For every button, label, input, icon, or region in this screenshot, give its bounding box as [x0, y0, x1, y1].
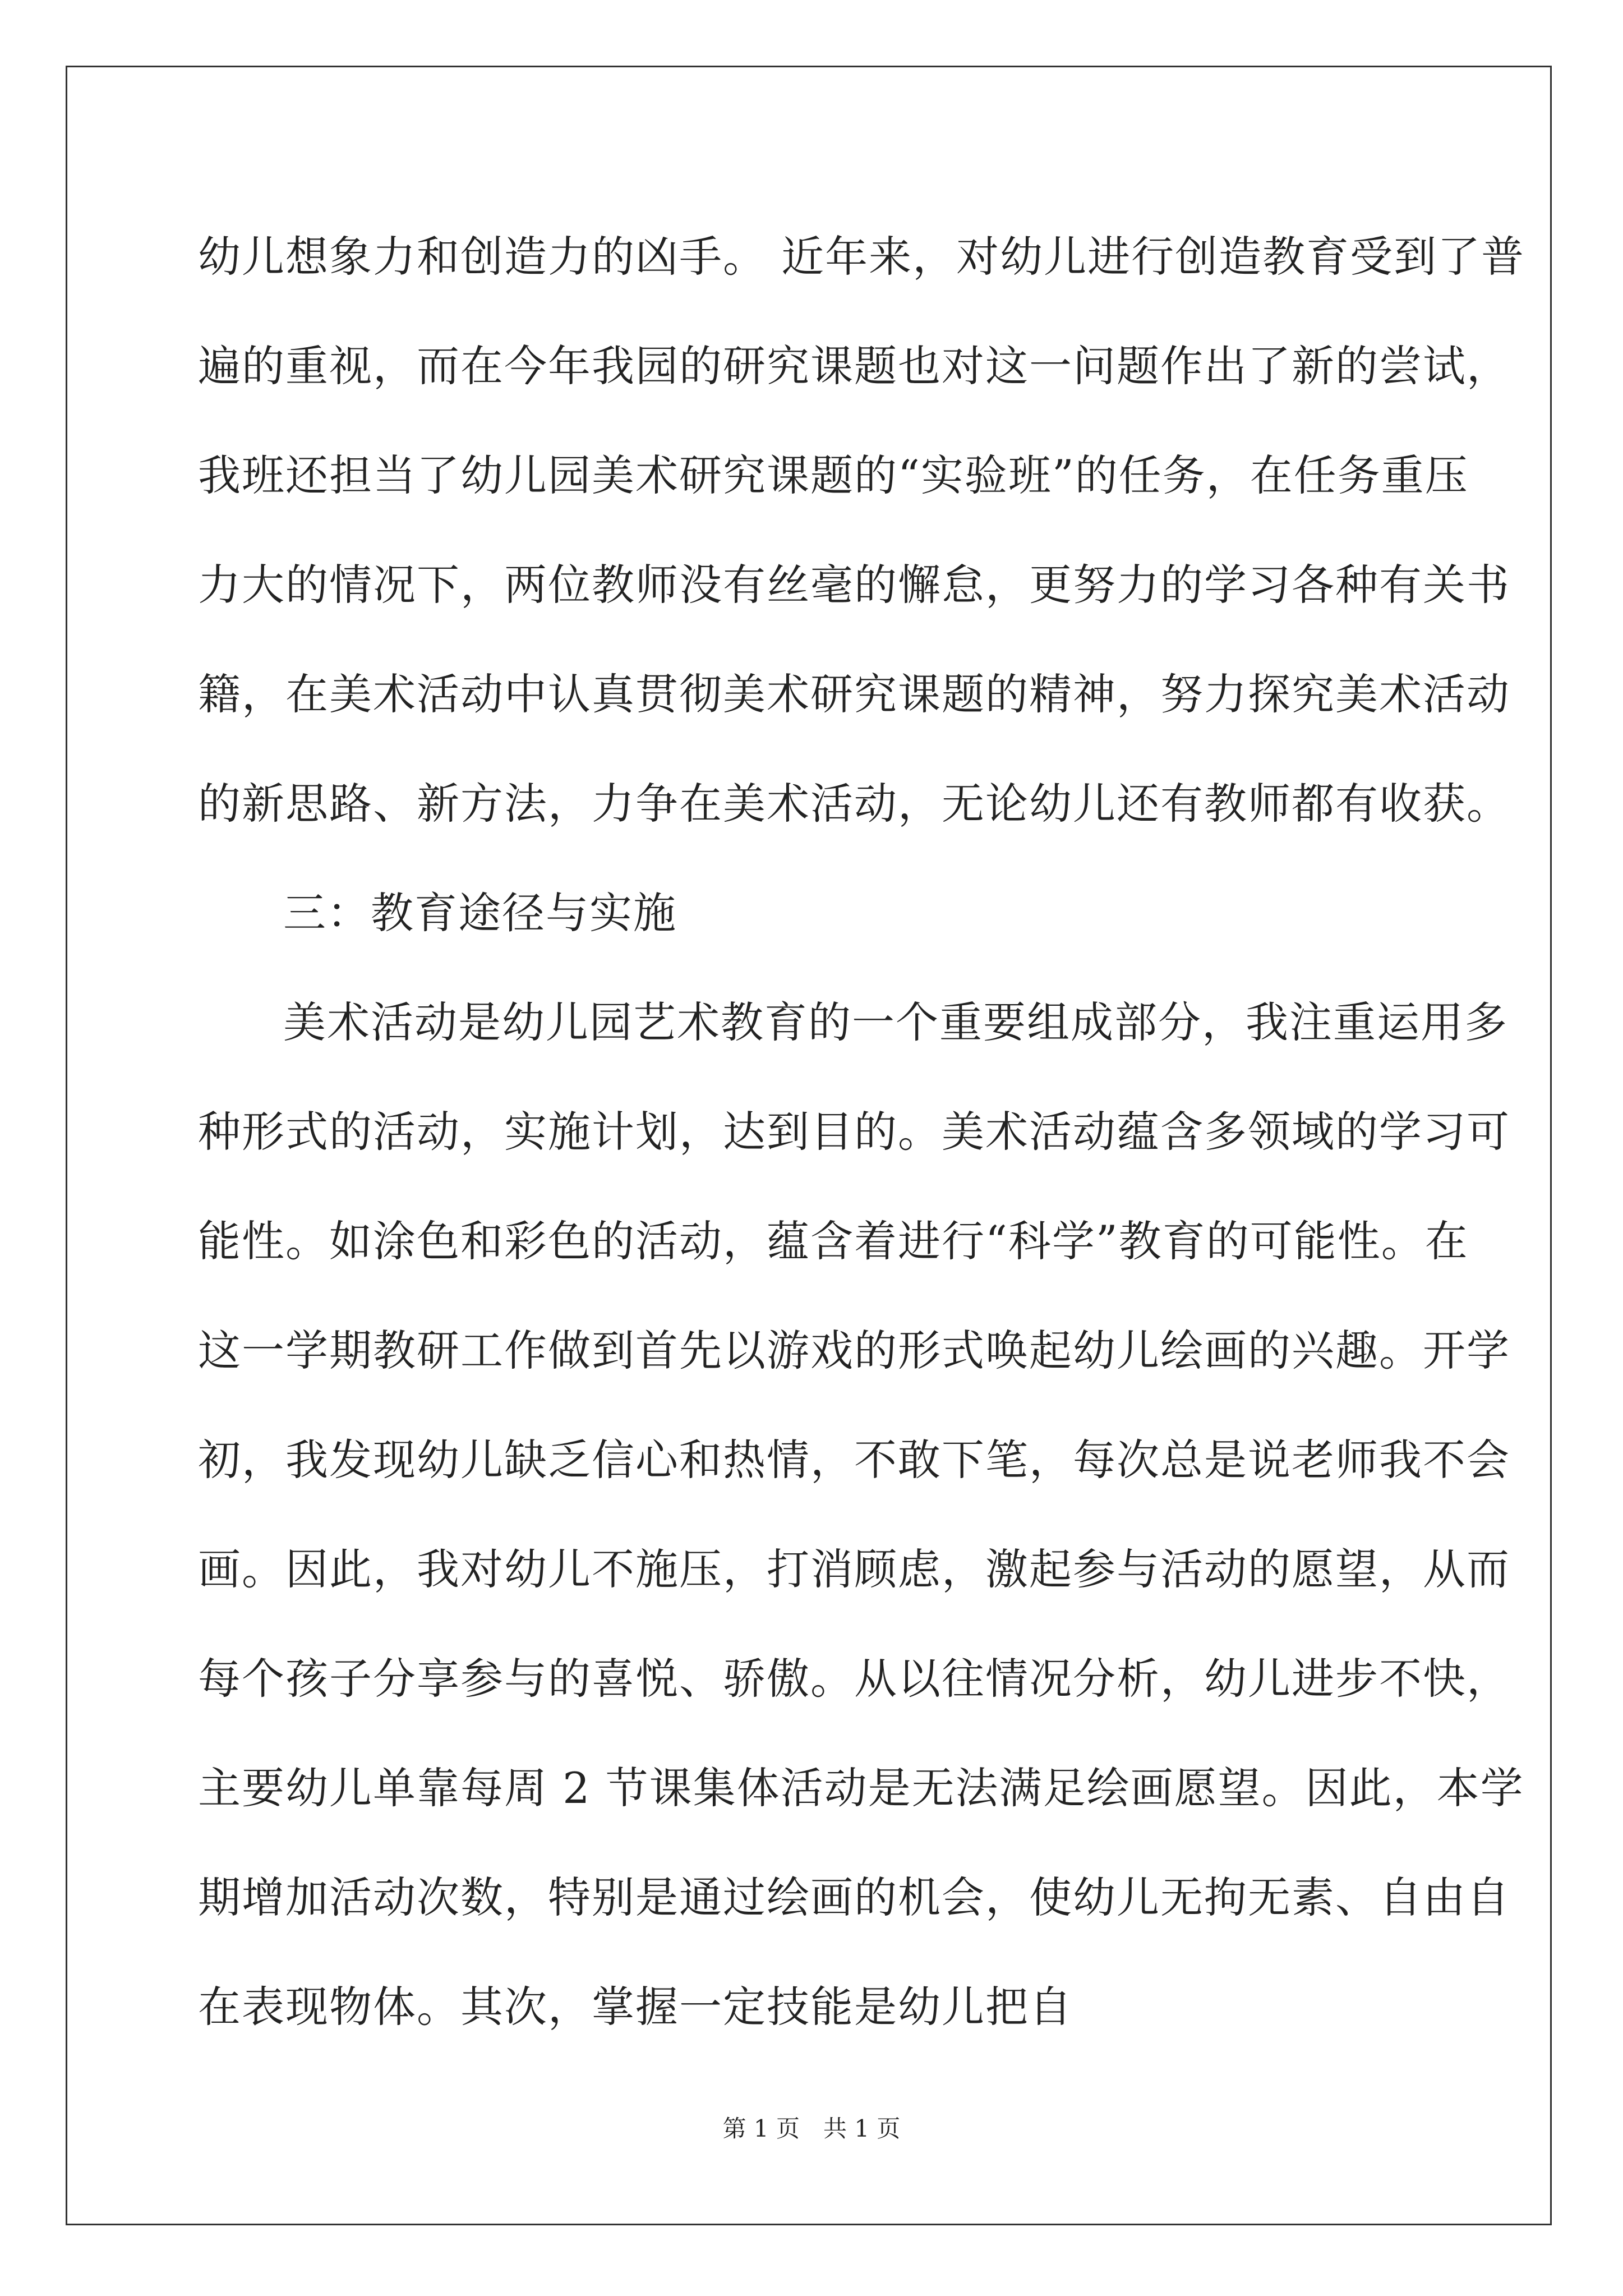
text-line: 主要幼儿单靠每周 2 节课集体活动是无法满足绘画愿望。因此，本学 — [198, 1763, 1524, 1813]
text-line: 的新思路、新方法，力争在美术活动，无论幼儿还有教师都有收获。 — [198, 779, 1510, 829]
section-heading: 三：教育途径与实施 — [283, 888, 677, 938]
document-body — [198, 202, 1525, 2062]
text-line: 遍的重视，而在今年我园的研究课题也对这一问题作出了新的尝试， — [198, 341, 1510, 391]
text-line: 在表现物体。其次，掌握一定技能是幼儿把自 — [198, 1982, 1073, 2032]
paragraph-start-line: 美术活动是幼儿园艺术教育的一个重要组成部分，我注重运用多 — [283, 997, 1508, 1047]
text-line: 种形式的活动，实施计划，达到目的。美术活动蕴含多领域的学习可 — [198, 1107, 1510, 1157]
text-line: 力大的情况下，两位教师没有丝毫的懈怠，更努力的学习各种有关书 — [198, 560, 1510, 610]
text-line: 画。因此，我对幼儿不施压，打消顾虑，激起参与活动的愿望，从而 — [198, 1544, 1510, 1594]
text-line: 幼儿想象力和创造力的凶手。 近年来，对幼儿进行创造教育受到了普 — [198, 232, 1525, 282]
text-line: 籍，在美术活动中认真贯彻美术研究课题的精神，努力探究美术活动 — [198, 669, 1510, 719]
text-line: 初，我发现幼儿缺乏信心和热情，不敢下笔，每次总是说老师我不会 — [198, 1435, 1510, 1485]
text-line: 期增加活动次数，特别是通过绘画的机会，使幼儿无拘无素、自由自 — [198, 1872, 1510, 1922]
text-line: 我班还担当了幼儿园美术研究课题的“实验班”的任务，在任务重压 — [198, 450, 1469, 500]
text-line: 每个孩子分享参与的喜悦、骄傲。从以往情况分析，幼儿进步不快， — [198, 1654, 1510, 1704]
page-footer — [0, 2112, 1623, 2146]
text-line: 能性。如涂色和彩色的活动，蕴含着进行“科学”教育的可能性。在 — [198, 1216, 1469, 1266]
page-number-label: 第 1 页 共 1 页 — [722, 2115, 901, 2142]
text-line: 这一学期教研工作做到首先以游戏的形式唤起幼儿绘画的兴趣。开学 — [198, 1326, 1510, 1375]
